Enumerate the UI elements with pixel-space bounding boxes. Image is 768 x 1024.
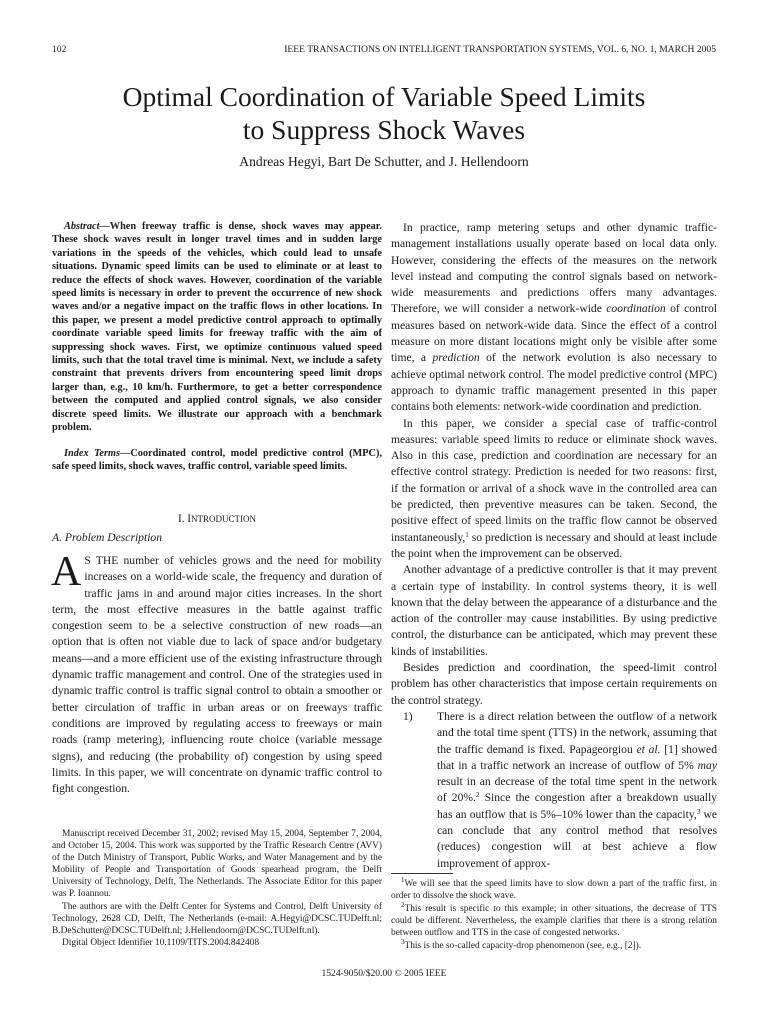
footnote-mark: 3 <box>401 938 405 947</box>
p1-text-b: of control measures based on network-wide data. Since the effect of a control measure on more distant locations might only be visible after some time, a <box>391 302 717 365</box>
drop-cap: A <box>51 549 82 595</box>
title-line-2: to Suppress Shock Waves <box>242 114 526 145</box>
p1-text-c: of the network evolution is also necessary to achieve optimal network control. The model predictive control (MPC) approach to dynamic traffic management presented in this paper contains both elements: network-wide coordination and prediction. <box>391 351 717 414</box>
intro-paragraph <box>51 549 382 797</box>
first-page-footnote <box>52 828 382 949</box>
authors: Andreas Hegyi, Bart De Schutter, and J. Hellendoorn <box>239 154 529 169</box>
footnote-2 <box>391 903 717 939</box>
item-emph-may: may <box>697 758 717 772</box>
paper-title <box>0 80 768 146</box>
section-rest: NTRODUCTION <box>191 514 257 524</box>
index-terms <box>52 447 382 474</box>
footnote-1 <box>391 878 717 902</box>
footnote-mark: 1 <box>401 876 405 884</box>
manuscript-note: Manuscript received December 31, 2002; revised May 15, 2004, September 7, 2004, and October 15, 2004. This work was supported by the Traffic Research Centre (AVV) of the Dutch Ministry of Transport, Public Works, and Water Management and by the Mobility of People and Transportation of Goods spearhead program, the Delft University of Technology, Delft, The Netherlands. The Associate Editor for this paper was P. Ioannou. <box>52 829 382 900</box>
footnote-text: We will see that the speed limits have to slow down a part of the traffic first, in order to dissolve the shock wave. <box>391 879 717 902</box>
p2-text-a: In this paper, we consider a special case of traffic-control measures: variable speed limits to reduce or eliminate shock waves. Also in this case, prediction and coordination are necessary for an effective control strategy. Prediction is needed for two reasons: first, if the formation or arrival of a shock wave in the controlled area can be predicted, then preventive measures can be taken. Second, the positive effect of speed limits on the traffic flow cannot be observed instantaneously, <box>391 416 717 544</box>
list-item-number: 1) <box>403 709 413 723</box>
right-column <box>391 220 717 872</box>
index-terms-text: Coordinated control, model predictive control (MPC), safe speed limits, shock waves, traffic control, variable speed limits. <box>52 448 382 473</box>
p1-text-a: In practice, ramp metering setups and other dynamic traffic-management installations usually operate based on local data only. However, considering the effects of the measures on the network level instead and computing the control signals based on network-wide measurements and predictions offers many advantages. Therefore, we will consider a network-wide <box>391 221 717 316</box>
subsection-heading: A. Problem Description <box>52 531 163 544</box>
intro-lead: S THE <box>84 554 119 567</box>
intro-text: number of vehicles grows and the need for mobility increases on a world-wide scale, the frequency and duration of traffic jams in and around major cities increases. In the short term, the most effective measures in the battle against traffic congestion seem to be a selective construction of new roads—an option that is often not viable due to lack of space and/or budgetary means—and a more efficient use of the existing infrastructure through dynamic traffic management and control. One of the strategies used in dynamic traffic control is traffic signal control to obtain a smoother or better circulation of traffic in urban areas or on freeways traffic conditions are improved by regulating access to freeways or main roads (ramp metering), influencing route choice (variable message signs), and reducing (the probability of) congestion by using speed limits. In this paper, we will concentrate on dynamic traffic control to fight congestion. <box>52 554 382 796</box>
footnote-mark: 2 <box>401 901 405 910</box>
abstract-text: When freeway traffic is dense, shock waves may appear. These shock waves result in longer travel times and in sudden large variations in the speeds of the vehicles, which could lead to unsafe situations. Dynamic speed limits can be used to eliminate or at least to reduce the effects of shock waves. However, coordination of the variable speed limits is necessary in order to prevent the occurrence of new shock waves and/or a negative impact on the traffic flows in other locations. In this paper, we present a model predictive control approach to optimally coordinate variable speed limits for freeway traffic with the aim of suppressing shock waves. First, we optimize continuous valued speed limits, such that the total travel time is minimal. Next, we include a safety constraint that prevents drivers from encountering speed limit drops larger than, e.g., 10 km/h. Furthermore, to get a better correspondence between the computed and applied control signals, we also consider discrete speed limits. We illustrate our approach with a benchmark problem. <box>52 221 382 434</box>
p1-emph-coordination: coordination <box>606 302 666 316</box>
author-affiliation: The authors are with the Delft Center for Systems and Control, Delft University of Technology, 2628 CD, Delft, The Netherlands (e-mail: A.Hegyi@DCSC.TUDelft.nl; B.DeSchutter@DCSC.TUDelft.nl; J.Hellendoorn@DCSC.TUDelft.nl). <box>52 901 382 936</box>
item-emph-etal: et al. <box>636 742 661 756</box>
paragraph-3: Another advantage of a predictive controller is that it may prevent a certain type of instability. In control systems theory, it is well known that the delay between the appearance of a disturbance and the action of the controller may cause instabilities. By using predictive control, the disturbance can be anticipated, which may prevent these kinds of instabilities. <box>391 563 717 658</box>
list-item <box>391 709 717 872</box>
item-text-e: we can conclude that any control method that resolves (reduces) congestion will at best achieve a flow improvement of approx- <box>437 807 717 870</box>
paragraph-2 <box>391 416 717 563</box>
p1-emph-prediction: prediction <box>432 351 480 365</box>
footnote-ref-3: 3 <box>696 807 701 816</box>
abstract <box>52 220 382 435</box>
section-first-letter: I <box>187 513 192 525</box>
section-numeral: I. <box>177 513 188 525</box>
footnote-text: This is the so-called capacity-drop phenomenon (see, e.g., [2]). <box>404 941 642 952</box>
footnote-ref-1: 1 <box>465 530 469 539</box>
p2-text-b: so prediction is necessary and should at least include the point when the improvement can be observed. <box>391 530 717 560</box>
index-terms-label: Index Terms— <box>64 448 131 459</box>
footnotes <box>391 878 717 954</box>
doi-note: Digital Object Identifier 10.1109/TITS.2004.842408 <box>62 937 260 948</box>
item-text-d: Since the congestion after a breakdown usually has an outflow that is 5%–10% lower than the capacity, <box>437 791 717 821</box>
copyright-footer: 1524-9050/$20.00 © 2005 IEEE <box>321 968 447 979</box>
page-number: 102 <box>52 44 67 55</box>
paragraph-1 <box>391 220 717 416</box>
paragraph-4: Besides prediction and coordination, the speed-limit control problem has other characteristics that impose certain requirements on the control strategy. <box>391 661 717 707</box>
item-text-a: There is a direct relation between the outflow of a network and the total time spent (TTS) in the network, assuming that the traffic demand is fixed. Papageorgiou <box>437 709 717 756</box>
abstract-label: Abstract— <box>64 221 110 232</box>
item-text-c: result in an decrease of the total time spent in the network of 20%. <box>437 775 717 805</box>
footnote-text: This result is specific to this example; in other situations, the decrease of TTS could be different. Nevertheless, the example clarifies that there is a strong relation between outflow and TTS in the case of congested networks. <box>391 904 717 939</box>
item-text-b: [1] showed that in a traffic network an increase of outflow of 5% <box>437 742 717 772</box>
running-header: IEEE TRANSACTIONS ON INTELLIGENT TRANSPORTATION SYSTEMS, VOL. 6, NO. 1, MARCH 2005 <box>284 44 716 55</box>
footnote-3 <box>391 940 717 952</box>
footnote-divider <box>391 873 453 874</box>
title-line-1: Optimal Coordination of Variable Speed Limits <box>122 81 646 112</box>
section-heading <box>52 513 382 525</box>
footnote-ref-2: 2 <box>475 791 480 800</box>
